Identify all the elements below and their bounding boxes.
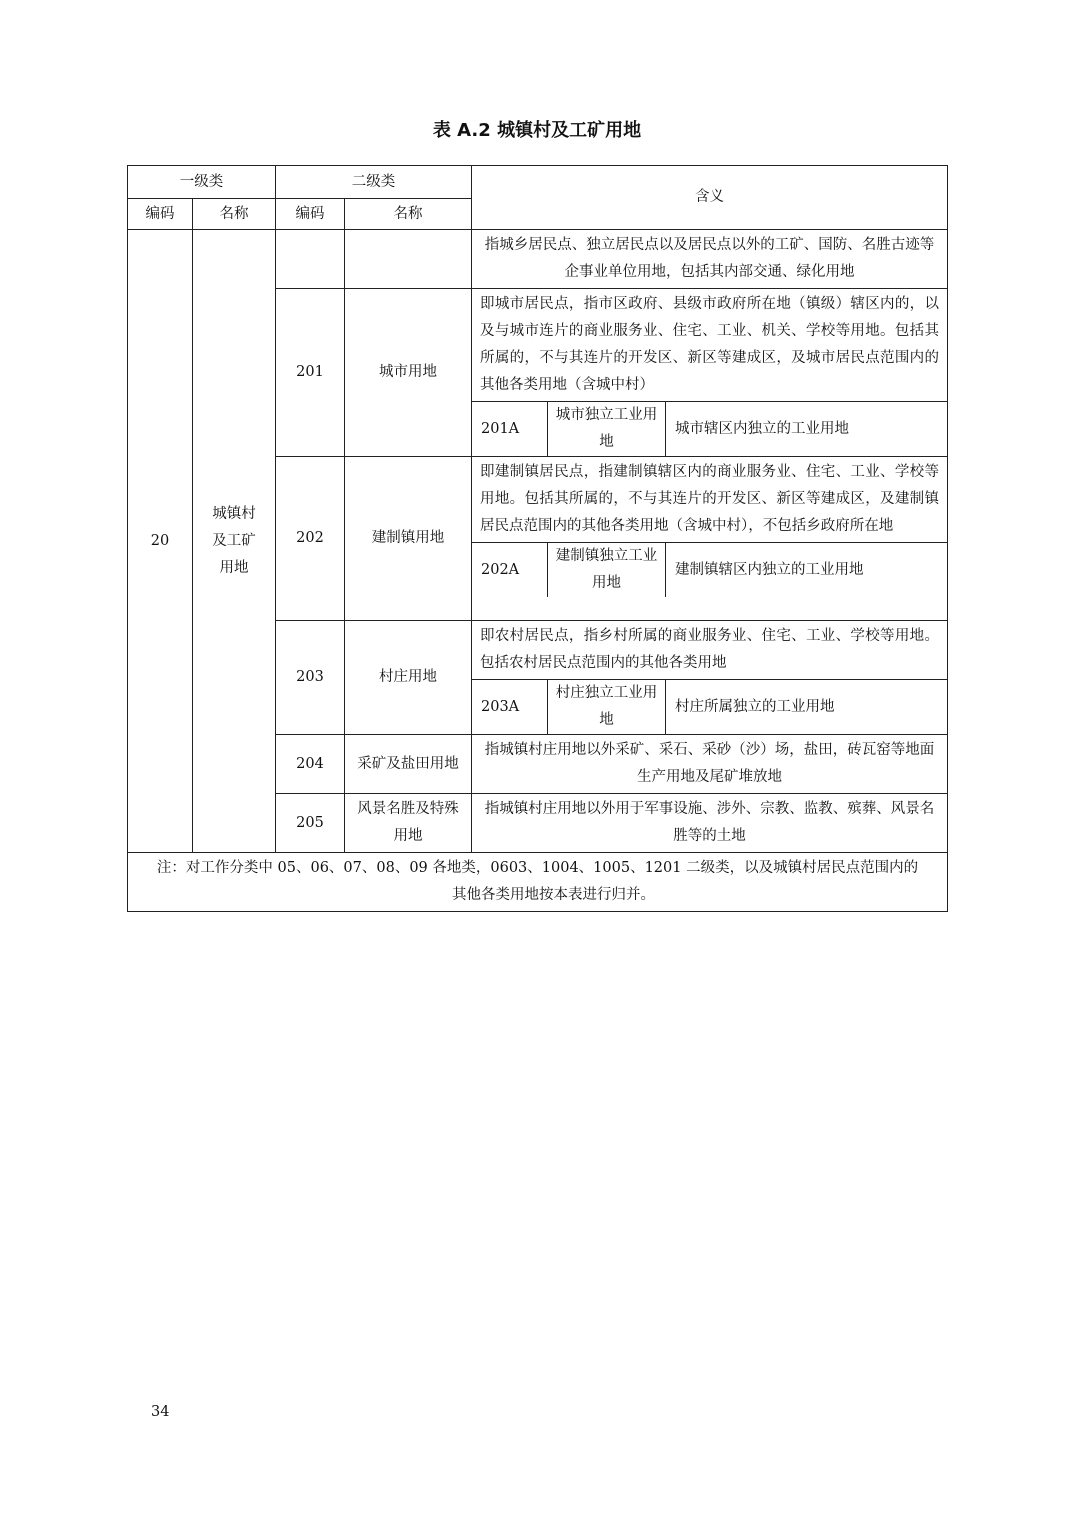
row-204-name: 采矿及盐田用地: [345, 735, 472, 794]
row-202A-name: 建制镇独立工业用地: [548, 543, 666, 597]
row-202-meaning: [472, 457, 948, 621]
row-203A-code: 203A: [472, 680, 548, 734]
row-205-name: 风景名胜及特殊用地: [345, 794, 472, 853]
header-level1-code: 编码: [128, 199, 193, 230]
row-202A-code: 202A: [472, 543, 548, 597]
row-201-meaning: [472, 289, 948, 457]
table-title: 表 A.2 城镇村及工矿用地: [432, 120, 642, 141]
page-number: 34: [151, 1404, 170, 1420]
row-201A-name: 城市独立工业用地: [548, 402, 666, 456]
level1-code: 20: [128, 230, 193, 853]
row-201-name: 城市用地: [345, 289, 472, 457]
row-203A-description: 村庄所属独立的工业用地: [675, 698, 835, 715]
header-level2-name: 名称: [345, 199, 472, 230]
header-level2-code: 编码: [276, 199, 345, 230]
row-203-code: 203: [276, 621, 345, 735]
row-201-code: 201: [276, 289, 345, 457]
row-205-code: 205: [276, 794, 345, 853]
level1-name: 城镇村 及工矿 用地: [193, 230, 276, 853]
row-201-description: 即城市居民点，指市区政府、县级市政府所在地（镇级）辖区内的，以及与城市连片的商业服务业、住宅、工业、机关、学校等用地。包括其所属的，不与其连片的开发区、新区等建成区，及城市居民点范围内的其他各类用地（含城中村）: [472, 289, 947, 402]
row-202A-description: 建制镇辖区内独立的工业用地: [675, 561, 864, 578]
note-line-2: 其他各类用地按本表进行归并。: [452, 887, 655, 903]
row-203A-name: 村庄独立工业用地: [548, 680, 666, 734]
table-note: [128, 853, 948, 912]
row-204-description: 指城镇村庄用地以外采矿、采石、采砂（沙）场，盐田，砖瓦窑等地面生产用地及尾矿堆放地: [472, 735, 948, 794]
row-203-description: 即农村居民点，指乡村所属的商业服务业、住宅、工业、学校等用地。包括农村居民点范围内的其他各类用地: [472, 621, 947, 680]
note-line-1: 注：对工作分类中 05、06、07、08、09 各地类，0603、1004、1005、1201 二级类，以及城镇村居民点范围内的: [156, 860, 919, 876]
general-name-empty: [345, 230, 472, 289]
row-202-name: 建制镇用地: [345, 457, 472, 621]
row-204-code: 204: [276, 735, 345, 794]
row-205-description: 指城镇村庄用地以外用于军事设施、涉外、宗教、监教、殡葬、风景名胜等的土地: [472, 794, 948, 853]
row-202-code: 202: [276, 457, 345, 621]
row-201A-code: 201A: [472, 402, 548, 456]
row-202-description: 即建制镇居民点，指建制镇辖区内的商业服务业、住宅、工业、学校等用地。包括其所属的，不与其连片的开发区、新区等建成区，及建制镇居民点范围内的其他各类用地（含城中村），不包括乡政府所在地: [472, 457, 947, 543]
header-level1: 一级类: [128, 166, 276, 199]
header-level1-name: 名称: [193, 199, 276, 230]
land-use-table: [127, 165, 948, 912]
header-meaning: 含义: [472, 166, 948, 230]
row-203-meaning: [472, 621, 948, 735]
general-description: 指城乡居民点、独立居民点以及居民点以外的工矿、国防、名胜古迹等企事业单位用地，包括其内部交通、绿化用地: [472, 230, 948, 289]
header-level2: 二级类: [276, 166, 472, 199]
row-203-name: 村庄用地: [345, 621, 472, 735]
row-201A-description: 城市辖区内独立的工业用地: [675, 420, 849, 437]
general-code-empty: [276, 230, 345, 289]
